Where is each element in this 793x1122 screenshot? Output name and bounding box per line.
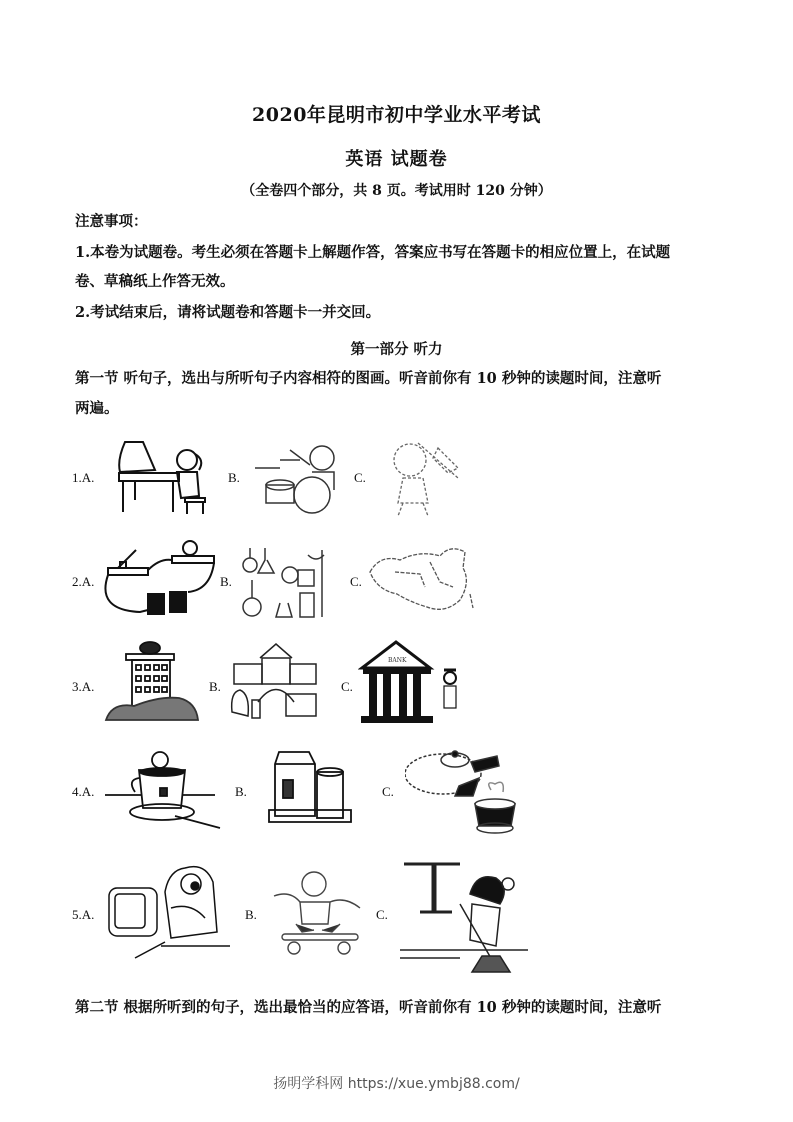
- question-3-option-b-label: B.: [209, 679, 221, 694]
- question-5-option-c-label: C.: [376, 907, 388, 922]
- exam-subtitle: 英语 试题卷: [345, 149, 448, 170]
- site-watermark: 扬明学科网 https://xue.ymbj88.com/: [273, 1076, 520, 1092]
- question-1-option-b-label: B.: [228, 470, 240, 485]
- school-image: [228, 642, 320, 722]
- section1-instruction-line-1: 第一节 听句子，选出与所听句子内容相符的图画。听音前你有 10 秒钟的读题时间，注意听: [75, 370, 662, 387]
- notice-item-2: 2.考试结束后，请将试题卷和答题卡一并交回。: [75, 304, 381, 321]
- tv-watching-image: [105, 862, 230, 962]
- notice-heading: 注意事项：: [75, 213, 148, 230]
- question-4-option-c-label: C.: [382, 784, 394, 799]
- circuit-image: [100, 540, 215, 622]
- lab-equipment-image: [240, 545, 335, 620]
- question-2-label: 2.A.: [72, 574, 95, 589]
- china-map-image: [365, 542, 480, 617]
- svg-text:BANK: BANK: [388, 657, 407, 664]
- question-1-label: 1.A.: [72, 470, 95, 485]
- bank-image: [358, 640, 468, 724]
- exam-note: （全卷四个部分，共 8 页。考试用时 120 分钟）: [241, 183, 552, 199]
- question-5-label: 5.A.: [72, 907, 95, 922]
- violin-girl-image: [378, 438, 473, 518]
- section2-instruction-line-1: 第二节 根据所听到的句子，选出最恰当的应答语，听音前你有 10 秒钟的读题时间，注意听: [75, 999, 662, 1016]
- tea-set-image: [405, 750, 520, 835]
- question-2-option-c-label: C.: [350, 574, 362, 589]
- question-1-option-c-label: C.: [354, 470, 366, 485]
- piano-girl-image: [115, 440, 215, 520]
- milk-image: [265, 750, 355, 828]
- sweeping-boy-image: [400, 860, 528, 975]
- question-4-label: 4.A.: [72, 784, 95, 799]
- question-5-option-b-label: B.: [245, 907, 257, 922]
- hospital-image: [104, 640, 199, 722]
- question-3-option-c-label: C.: [341, 679, 353, 694]
- exam-title: 2020年昆明市初中学业水平考试: [252, 104, 541, 126]
- section1-instruction-line-2: 两遍。: [75, 400, 119, 417]
- coffee-cup-image: [105, 750, 223, 830]
- question-4-option-b-label: B.: [235, 784, 247, 799]
- part1-heading: 第一部分 听力: [350, 341, 443, 358]
- question-3-label: 3.A.: [72, 679, 95, 694]
- question-2-option-b-label: B.: [220, 574, 232, 589]
- notice-item-1-line-1: 1.本卷为试题卷。考生必须在答题卡上解题作答，答案应书写在答题卡的相应位置上，在试题: [75, 244, 671, 261]
- skateboard-image: [270, 868, 365, 958]
- drummer-image: [250, 440, 345, 515]
- notice-item-1-line-2: 卷、草稿纸上作答无效。: [75, 273, 235, 290]
